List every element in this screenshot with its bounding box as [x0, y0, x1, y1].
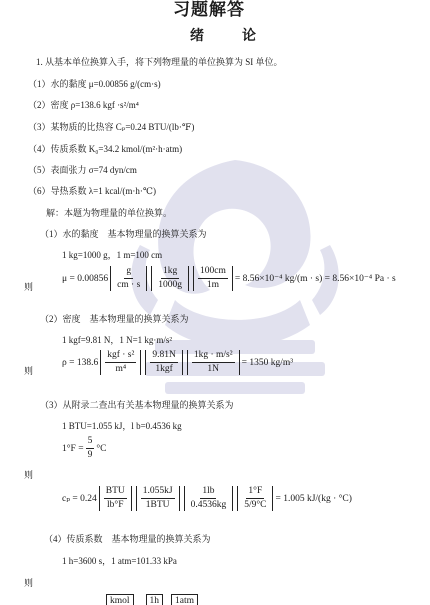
conversion-relation: 1 BTU=1.055 kJ，l b=0.4536 kg [62, 421, 182, 431]
fraction-numerator: g [124, 266, 133, 279]
solution-intro: 解：本题为物理量的单位换算。 [46, 208, 173, 218]
equation-heat-capacity [62, 486, 352, 511]
equation-result: = 1350 kg/m³ [241, 357, 294, 368]
fraction-numerator: 1°F [246, 486, 264, 499]
fraction-numerator: 5 [86, 436, 95, 449]
fraction-denominator: 1m [206, 280, 220, 290]
fraction-denominator: 0.4536kg [190, 500, 227, 510]
chapter-title: 绪 论 [190, 28, 268, 44]
factor-bracket [146, 594, 164, 605]
factor-bracket [171, 594, 198, 605]
conversion-relation: 1 kgf=9.81 N，1 N=1 kg·m/s² [62, 335, 173, 345]
fraction-denominator: lb°F [107, 500, 124, 510]
fraction-numerator: kmol [110, 596, 130, 605]
section-heading: （4）传质系数 基本物理量的换算关系为 [44, 534, 211, 544]
problem-item: （3）某物质的比热容 Cₚ=0.24 BTU/(lb·℉) [28, 122, 195, 132]
equation-mass-transfer-partial [104, 594, 200, 605]
temp-unit: °C [96, 443, 107, 454]
ze-label: 则 [24, 282, 34, 292]
temperature-relation [62, 436, 106, 461]
equation-lhs: ρ = 138.6 [62, 357, 99, 368]
problem-item: （5）表面张力 σ=74 dyn/cm [28, 165, 137, 175]
equation-lhs: cₚ = 0.24 [62, 494, 97, 504]
factor-bracket [184, 486, 234, 511]
page-title: 习题解答 [173, 0, 245, 20]
fraction-denominator: 1000g [158, 280, 183, 290]
equation-result: = 1.005 kJ/(kg · °C) [275, 493, 352, 504]
conversion-relation: 1 kg=1000 g，1 m=100 cm [62, 250, 163, 260]
fraction-denominator: 5/9°C [244, 500, 267, 510]
fraction-denominator: 1BTU [145, 500, 170, 510]
fraction-denominator: 9 [87, 450, 93, 460]
factor-bracket [187, 350, 240, 375]
factor-bracket [99, 486, 132, 511]
fraction-denominator: 1N [207, 364, 220, 374]
ze-label: 则 [24, 578, 34, 588]
temp-lhs: 1°F = [62, 443, 84, 454]
conversion-relation: 1 h=3600 s，1 atm=101.33 kPa [62, 556, 177, 566]
problem-item: （4）传质系数 K₀=34.2 kmol/(m²·h·atm) [28, 144, 183, 154]
fraction-numerator: 100cm [198, 266, 228, 279]
fraction-numerator: kgf · s² [105, 350, 136, 363]
equation-lhs: μ = 0.00856 [62, 273, 109, 284]
problem-statement: 1. 从基本单位换算入手，将下列物理量的单位换算为 SI 单位。 [36, 57, 283, 67]
fraction-numerator: 1.055kJ [141, 486, 175, 499]
fraction-denominator: m⁴ [115, 364, 127, 374]
fraction-numerator: 1atm [175, 596, 195, 605]
factor-bracket [106, 594, 134, 605]
fraction-denominator: 1kgf [155, 364, 173, 374]
factor-bracket [151, 266, 189, 291]
factor-bracket [237, 486, 273, 511]
section-heading: （3）从附录二查出有关基本物理量的换算关系为 [40, 400, 234, 410]
equation-result: = 8.56×10⁻⁴ kg/(m · s) = 8.56×10⁻⁴ Pa · s [234, 274, 396, 284]
problem-item: （6）导热系数 λ=1 kcal/(m·h·℃) [28, 186, 156, 196]
ze-label: 则 [24, 366, 34, 376]
problem-item: （1）水的黏度 μ=0.00856 g/(cm·s) [28, 79, 161, 89]
fraction-numerator: 1lb [200, 486, 216, 499]
section-heading: （2）密度 基本物理量的换算关系为 [40, 314, 189, 324]
ze-label: 则 [24, 470, 34, 480]
fraction-numerator: 1kg · m/s² [192, 350, 235, 363]
factor-bracket [110, 266, 147, 291]
factor-bracket [145, 350, 183, 375]
fraction-numerator: 9.81N [150, 350, 178, 363]
fraction-numerator: BTU [104, 486, 127, 499]
problem-item: （2）密度 ρ=138.6 kgf ·s²/m⁴ [28, 100, 139, 110]
equation-viscosity [62, 266, 396, 291]
factor-bracket [193, 266, 233, 291]
section-heading: （1）水的黏度 基本物理量的换算关系为 [40, 229, 207, 239]
fraction-denominator: cm · s [117, 280, 141, 290]
fraction-numerator: 1kg [161, 266, 179, 279]
factor-bracket [100, 350, 141, 375]
equation-density [62, 350, 293, 375]
factor-bracket [136, 486, 180, 511]
fraction-numerator: 1h [149, 596, 160, 605]
